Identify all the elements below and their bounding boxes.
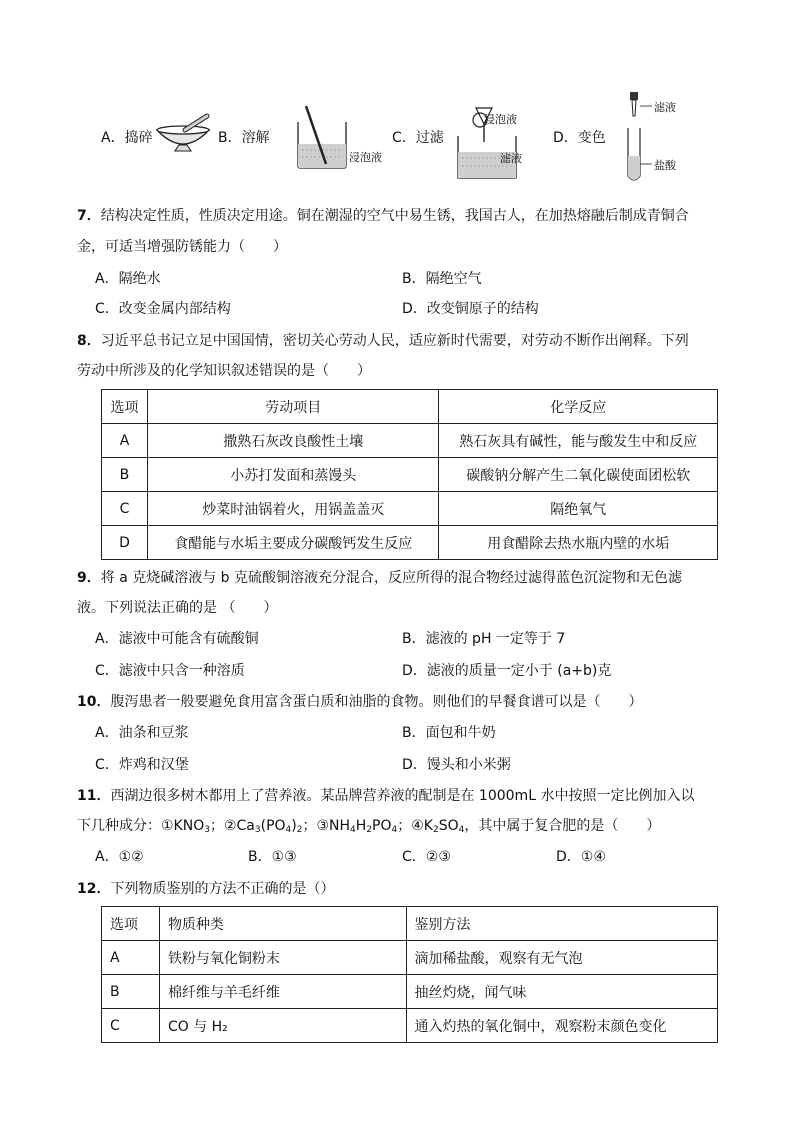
table-cell: 抽丝灼烧，闻气味: [406, 975, 717, 1009]
q8-stem-line2: 劳动中所涉及的化学知识叙述错误的是（ ）: [77, 363, 371, 379]
table-header-cell: 选项: [102, 907, 160, 941]
q12-table: [101, 906, 718, 1043]
q6-option-d: [553, 128, 606, 148]
table-row: [102, 458, 718, 492]
q9-option-b: B．滤液的 pH 一定等于 7: [402, 631, 566, 647]
q11-stem-line2: 下几种成分：$①KNO_3$；$②Ca_3(PO_4)_2$；$③NH_4H_2PO_4$；$④K_2SO_4$，其中属于复合肥的是（ ）: [77, 818, 661, 835]
dissolve-liquid-label: 浸泡液: [349, 151, 382, 164]
table-row: [102, 1009, 718, 1043]
q8-table: [101, 389, 718, 560]
table-cell: 食醋能与水垢主要成分碳酸钙发生反应: [147, 526, 439, 560]
question-number: 9．: [77, 570, 101, 586]
question-number: 11．: [77, 788, 111, 804]
q7-option-d: D．改变铜原子的结构: [402, 301, 539, 317]
table-cell: CO 与 H₂: [159, 1009, 406, 1043]
mortar-pestle-figure: [153, 112, 213, 156]
q6-option-b: [218, 128, 270, 148]
table-cell: D: [102, 526, 148, 560]
table-cell: 炒菜时油锅着火，用锅盖盖灭: [147, 492, 439, 526]
table-cell: B: [102, 975, 160, 1009]
table-cell: B: [102, 458, 148, 492]
option-text: 溶解: [241, 130, 270, 146]
table-cell: A: [102, 941, 160, 975]
table-header-cell: 物质种类: [159, 907, 406, 941]
q9-option-d: D．滤液的质量一定小于 (a+b)克: [402, 663, 612, 679]
table-row: [102, 975, 718, 1009]
q10-option-c: C．炸鸡和汉堡: [95, 757, 189, 773]
q11-option-d: D．①④: [556, 849, 606, 865]
table-cell: C: [102, 492, 148, 526]
q11-stem-line1: [77, 786, 694, 806]
question-number: 12．: [77, 881, 111, 897]
table-row: [102, 424, 718, 458]
q6-option-a: [101, 128, 153, 148]
question-number: 8．: [77, 333, 101, 349]
tube-bottom-label: 盐酸: [654, 159, 676, 172]
table-header-cell: 鉴别方法: [406, 907, 717, 941]
table-header-cell: 选项: [102, 390, 148, 424]
tube-top-label: 滤液: [654, 101, 676, 114]
q10-option-a: A．油条和豆浆: [95, 725, 189, 741]
table-cell: 滴加稀盐酸，观察有无气泡: [406, 941, 717, 975]
q11-option-b: B．①③: [248, 849, 297, 865]
table-header-row: [102, 907, 718, 941]
table-header-row: [102, 390, 718, 424]
q7-option-c: C．改变金属内部结构: [95, 301, 231, 317]
table-header-cell: 劳动项目: [147, 390, 439, 424]
option-text: 捣碎: [124, 130, 153, 146]
q7-stem-line1: [77, 206, 689, 226]
q8-stem-line1: [77, 331, 689, 351]
table-cell: C: [102, 1009, 160, 1043]
table-row: [102, 492, 718, 526]
q9-stem-line1: [77, 568, 682, 588]
q11-option-a: A．①②: [95, 849, 144, 865]
q9-option-c: C．滤液中只含一种溶质: [95, 663, 245, 679]
option-text: 变色: [577, 130, 606, 146]
table-cell: 通入灼热的氧化铜中，观察粉末颜色变化: [406, 1009, 717, 1043]
table-cell: 熟石灰具有碱性，能与酸发生中和反应: [439, 424, 718, 458]
q10-stem-line1: [77, 692, 642, 712]
q10-option-b: B．面包和牛奶: [402, 725, 496, 741]
question-text: ，其中属于复合肥的是（ ）: [464, 818, 661, 834]
question-text: 腹泻患者一般要避免食用富含蛋白质和油脂的食物。则他们的早餐食谱可以是（ ）: [110, 694, 643, 710]
table-header-cell: 化学反应: [439, 390, 718, 424]
option-letter: C．: [392, 130, 416, 146]
q12-stem-line1: [77, 879, 334, 899]
q10-option-d: D．馒头和小米粥: [402, 757, 511, 773]
question-text: 结构决定性质，性质决定用途。铜在潮湿的空气中易生锈，我国古人，在加热熔融后制成青铜合: [100, 208, 689, 224]
q7-option-a: A．隔绝水: [95, 271, 161, 287]
question-text: 下几种成分：①KNO: [77, 818, 205, 834]
table-cell: 隔绝氧气: [439, 492, 718, 526]
table-cell: 铁粉与氧化铜粉末: [159, 941, 406, 975]
option-text: 过滤: [415, 130, 444, 146]
question-text: 习近平总书记立足中国国情，密切关心劳动人民，适应新时代需要，对劳动不断作出阐释。下列: [100, 333, 689, 349]
q11-option-c: C．②③: [402, 849, 451, 865]
q9-stem-line2: 液。下列说法正确的是 （ ）: [77, 600, 278, 616]
table-row: [102, 526, 718, 560]
q6-option-c: [392, 128, 444, 148]
question-text: 西湖边很多树木都用上了营养液。某品牌营养液的配制是在 1000mL 水中按照一定比例加入以: [110, 788, 695, 804]
question-text: 将 a 克烧碱溶液与 b 克硫酸铜溶液充分混合，反应所得的混合物经过滤得蓝色沉淀物和无色滤: [100, 570, 683, 586]
q7-option-b: B．隔绝空气: [402, 271, 482, 287]
question-text: 下列物质鉴别的方法不正确的是（）: [110, 881, 335, 897]
question-number: 7．: [77, 208, 101, 224]
table-cell: 撒熟石灰改良酸性土壤: [147, 424, 439, 458]
table-row: [102, 941, 718, 975]
option-letter: D．: [553, 130, 578, 146]
table-cell: 小苏打发面和蒸馒头: [147, 458, 439, 492]
q7-stem-line2: 金，可适当增强防锈能力（ ）: [77, 239, 287, 255]
table-cell: A: [102, 424, 148, 458]
table-cell: 用食醋除去热水瓶内壁的水垢: [439, 526, 718, 560]
filter-top-label: 浸泡液: [484, 113, 517, 126]
table-cell: 碳酸钠分解产生二氧化碳使面团松软: [439, 458, 718, 492]
question-number: 10．: [77, 694, 111, 710]
filter-bottom-label: 滤液: [500, 152, 522, 165]
option-letter: B．: [218, 130, 242, 146]
table-cell: 棉纤维与羊毛纤维: [159, 975, 406, 1009]
option-letter: A．: [101, 130, 125, 146]
beaker-dissolve-figure: [292, 104, 352, 170]
q9-option-a: A．滤液中可能含有硫酸铜: [95, 631, 259, 647]
